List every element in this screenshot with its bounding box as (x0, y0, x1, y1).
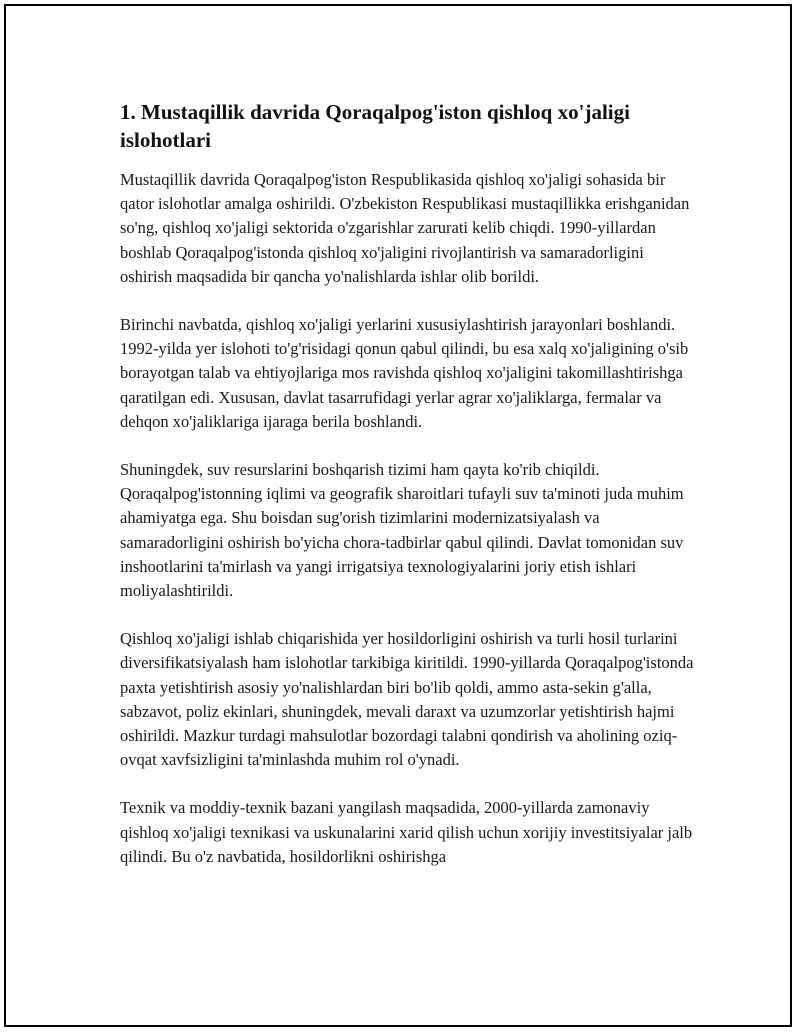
paragraph-2: Birinchi navbatda, qishloq xo'jaligi yerlarini xususiylashtirish jarayonlari boshlandi. 1992-yilda yer islohoti to'g'risidagi qonun qabul qilindi, bu esa xalq xo'jaligining o'sib borayotgan talab va ehtiyojlariga mos ravishda qishloq xo'jaligini takomillashtirishga qaratilgan edi. Xususan, davlat tasarrufidagi yerlar agrar xo'jaliklarga, fermalar va dehqon xo'jaliklariga ijaraga berila boshlandi. (120, 315, 689, 431)
document-content (120, 98, 700, 893)
document-page (4, 4, 792, 1027)
paragraph-5: Texnik va moddiy-texnik bazani yangilash maqsadida, 2000-yillarda zamonaviy qishloq xo'jaligi texnikasi va uskunalarini xarid qilish uchun xorijiy investitsiyalar jalb qilindi. Bu o'z navbatida, hosildorlikni oshirishga (120, 798, 693, 866)
paragraph-4: Qishloq xo'jaligi ishlab chiqarishida yer hosildorligini oshirish va turli hosil turlarini diversifikatsiyalash ham islohotlar tarkibiga kiritildi. 1990-yillarda Qoraqalpog'istonda paxta yetishtirish asosiy yo'nalishlardan biri bo'lib qoldi, ammo asta-sekin g'alla, sabzavot, poliz ekinlari, shuningdek, mevali daraxt va uzumzorlar yetishtirish hajmi oshirildi. Mazkur turdagi mahsulotlar bozordagi talabni qondirish va aholining oziq-ovqat xavfsizligini ta'minlashda muhim rol o'ynadi. (120, 629, 694, 770)
paragraph-1: Mustaqillik davrida Qoraqalpog'iston Respublikasida qishloq xo'jaligi sohasida bir qator islohotlar amalga oshirildi. O'zbekiston Respublikasi mustaqillikka erishganidan so'ng, qishloq xo'jaligi sektorida o'zgarishlar zarurati kelib chiqdi. 1990-yillardan boshlab Qoraqalpog'istonda qishloq xo'jaligini rivojlantirish va samaradorligini oshirish maqsadida bir qancha yo'nalishlarda ishlar olib borildi. (120, 170, 690, 286)
section-title: 1. Mustaqillik davrida Qoraqalpog'iston qishloq xo'jaligi islohotlari (120, 100, 630, 152)
paragraph-3: Shuningdek, suv resurslarini boshqarish tizimi ham qayta ko'rib chiqildi. Qoraqalpog'istonning iqlimi va geografik sharoitlari tufayli suv ta'minoti juda muhim ahamiyatga ega. Shu boisdan sug'orish tizimlarini modernizatsiyalash va samaradorligini oshirish bo'yicha chora-tadbirlar qabul qilindi. Davlat tomonidan suv inshootlarini ta'mirlash va yangi irrigatsiya texnologiyalarini joriy etish ishlari moliyalashtirildi. (120, 460, 684, 601)
